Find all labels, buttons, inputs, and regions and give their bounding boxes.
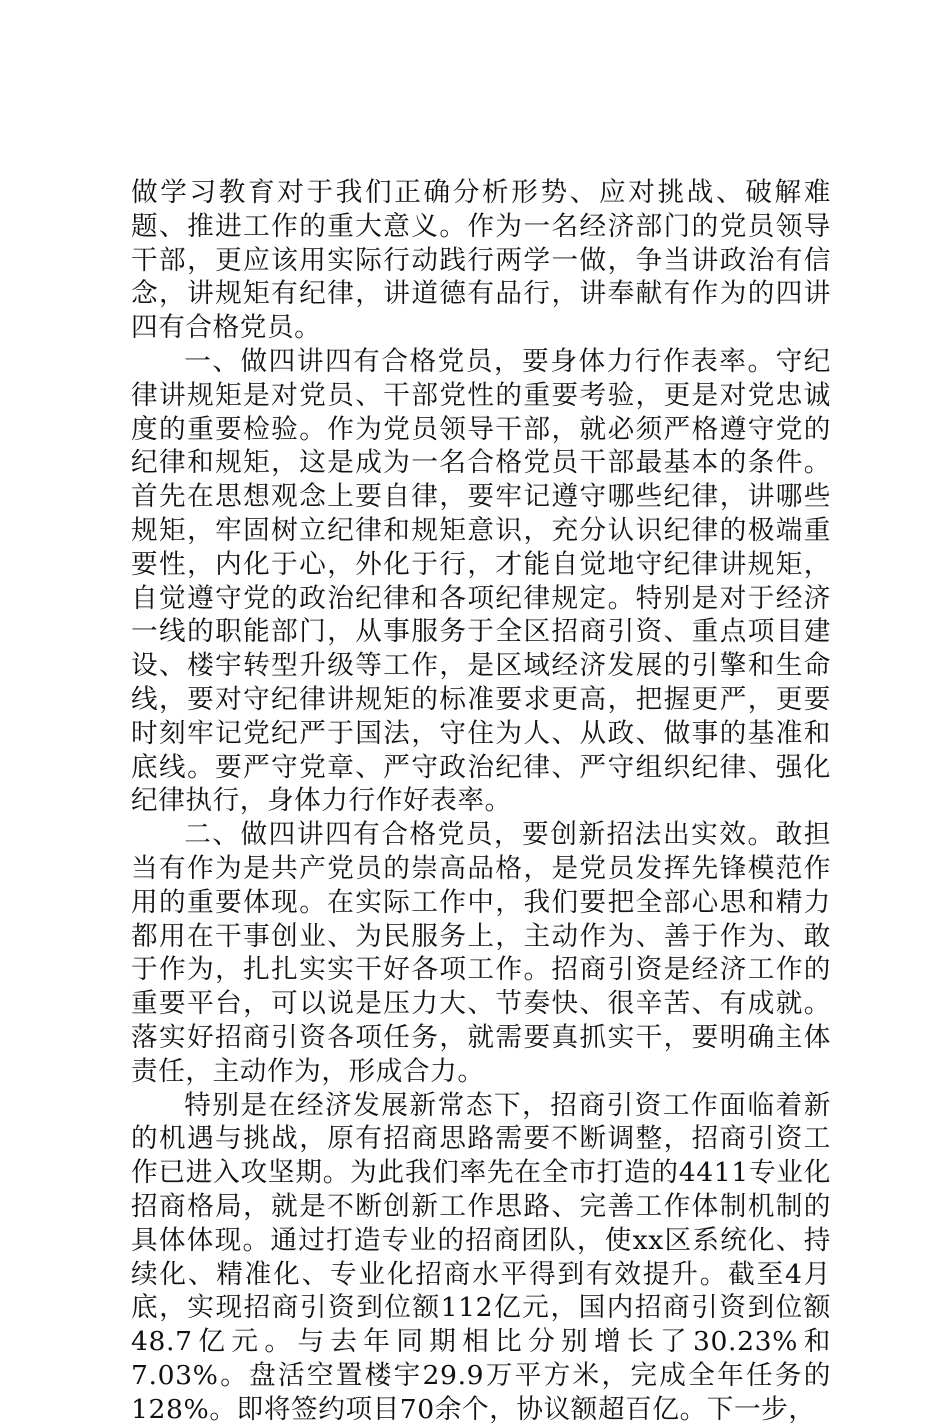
document-body	[131, 176, 831, 1426]
paragraph-continuation: 做学习教育对于我们正确分析形势、应对挑战、破解难题、推进工作的重大意义。作为一名经济部门的党员领导干部，更应该用实际行动践行两学一做，争当讲政治有信念，讲规矩有纪律，讲道德有品行，讲奉献有作为的四讲四有合格党员。	[131, 177, 831, 344]
paragraph-section-two: 二、做四讲四有合格党员，要创新招法出实效。敢担当有作为是共产党员的崇高品格，是党员发挥先锋模范作用的重要体现。在实际工作中，我们要把全部心思和精力都用在干事创业、为民服务上，主动作为、善于作为、敢于作为，扎扎实实干好各项工作。招商引资是经济工作的重要平台，可以说是压力大、节奏快、很辛苦、有成就。落实好招商引资各项任务，就需要真抓实干，要明确主体责任，主动作为，形成合力。	[131, 819, 831, 1087]
paragraph-section-one: 一、做四讲四有合格党员，要身体力行作表率。守纪律讲规矩是对党员、干部党性的重要考验，更是对党忠诚度的重要检验。作为党员领导干部，就必须严格遵守党的纪律和规矩，这是成为一名合格党员干部最基本的条件。首先在思想观念上要自律，要牢记遵守哪些纪律，讲哪些规矩，牢固树立纪律和规矩意识，充分认识纪律的极端重要性，内化于心，外化于行，才能自觉地守纪律讲规矩，自觉遵守党的政治纪律和各项纪律规定。特别是对于经济一线的职能部门，从事服务于全区招商引资、重点项目建设、楼宇转型升级等工作，是区域经济发展的引擎和生命线，要对守纪律讲规矩的标准要求更高，把握更严，更要时刻牢记党纪严于国法，守住为人、从政、做事的基准和底线。要严守党章、严守政治纪律、严守组织纪律、强化纪律执行，身体力行作好表率。	[131, 345, 831, 817]
paragraph-investment: 特别是在经济发展新常态下，招商引资工作面临着新的机遇与挑战，原有招商思路需要不断调整，招商引资工作已进入攻坚期。为此我们率先在全市打造的4411专业化招商格局，就是不断创新工作思路、完善工作体制机制的具体体现。通过打造专业的招商团队，使xx区系统化、持续化、精准化、专业化招商水平得到有效提升。截至4月底，实现招商引资到位额112亿元，国内招商引资到位额48.7亿元。与去年同期相比分别增长了30.23%和7.03%。盘活空置楼宇29.9万平方米，完成全年任务的128%。即将签约项目70余个，协议额超百亿。下一步，	[131, 1089, 831, 1425]
